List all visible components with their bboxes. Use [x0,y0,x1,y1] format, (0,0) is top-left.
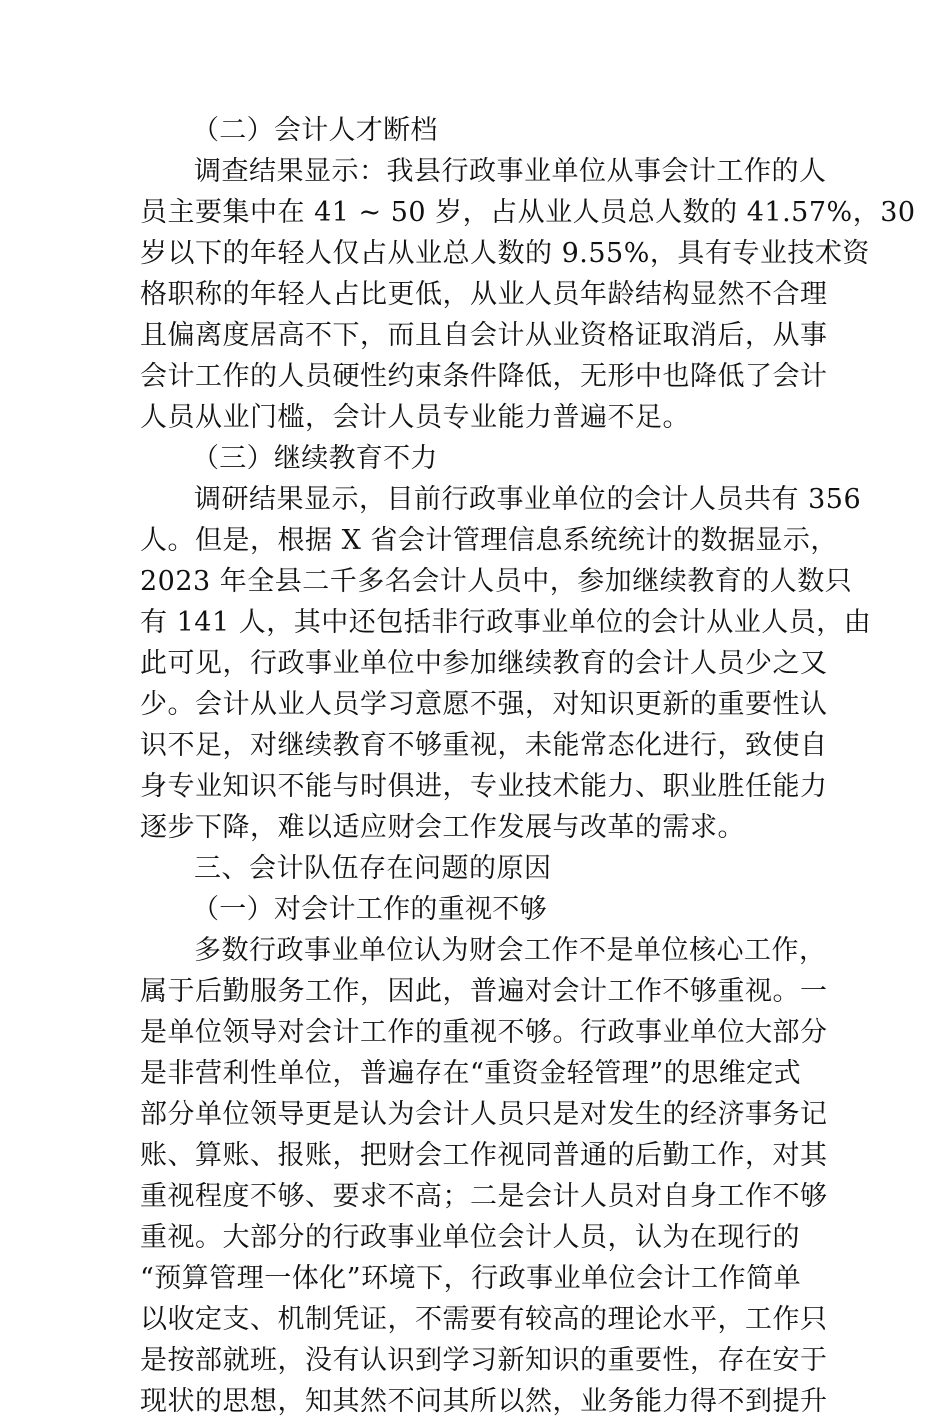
paragraph-line: 有 141 人，其中还包括非行政事业单位的会计从业人员，由 [140,607,872,638]
paragraph-line: 是单位领导对会计工作的重视不够。行政事业单位大部分 [140,1017,828,1048]
paragraph-first-line: 调研结果显示，目前行政事业单位的会计人员共有 356 [194,484,862,515]
paragraph-line: 员主要集中在 41 ~ 50 岁，占从业人员总人数的 41.57%，30 [140,197,916,228]
paragraph-line: 是非营利性单位，普遍存在“重资金轻管理”的思维定式 [140,1058,802,1089]
paragraph-line: 人员从业门槛，会计人员专业能力普遍不足。 [140,402,690,433]
paragraph-line: 部分单位领导更是认为会计人员只是对发生的经济事务记 [140,1099,828,1130]
paragraph-line: 重视程度不够、要求不高；二是会计人员对自身工作不够 [140,1181,828,1212]
subsection-heading: （一）对会计工作的重视不够 [192,894,547,925]
paragraph-line: 以收定支、机制凭证，不需要有较高的理论水平，工作只 [140,1304,828,1335]
paragraph-line: 人。但是，根据 X 省会计管理信息系统统计的数据显示， [140,525,838,556]
paragraph-line: 账、算账、报账，把财会工作视同普通的后勤工作，对其 [140,1140,828,1171]
paragraph-line: 2023 年全县二千多名会计人员中，参加继续教育的人数只 [140,566,853,597]
paragraph-line: 格职称的年轻人占比更低，从业人员年龄结构显然不合理 [140,279,828,310]
paragraph-line: 属于后勤服务工作，因此，普遍对会计工作不够重视。一 [140,976,828,1007]
section-heading: 三、会计队伍存在问题的原因 [194,853,552,884]
paragraph-line: 逐步下降，难以适应财会工作发展与改革的需求。 [140,812,745,843]
paragraph-line: 重视。大部分的行政事业单位会计人员，认为在现行的 [140,1222,800,1253]
paragraph-line: 是按部就班，没有认识到学习新知识的重要性，存在安于 [140,1345,828,1376]
paragraph-line: “预算管理一体化”环境下，行政事业单位会计工作简单 [140,1263,802,1294]
paragraph-line: 此可见，行政事业单位中参加继续教育的会计人员少之又 [140,648,828,679]
paragraph-line: 且偏离度居高不下，而且自会计从业资格证取消后，从事 [140,320,828,351]
document-body [140,110,916,1422]
paragraph-line: 识不足，对继续教育不够重视，未能常态化进行，致使自 [140,730,828,761]
paragraph-line: 身专业知识不能与时俱进，专业技术能力、职业胜任能力 [140,771,828,802]
subsection-heading: （三）继续教育不力 [192,443,438,474]
paragraph-line: 少。会计从业人员学习意愿不强，对知识更新的重要性认 [140,689,828,720]
subsection-heading: （二）会计人才断档 [192,115,438,146]
paragraph-first-line: 多数行政事业单位认为财会工作不是单位核心工作， [194,935,827,966]
paragraph-line: 岁以下的年轻人仅占从业总人数的 9.55%，具有专业技术资 [140,238,870,269]
paragraph-line: 会计工作的人员硬性约束条件降低，无形中也降低了会计 [140,361,828,392]
paragraph-first-line: 调查结果显示：我县行政事业单位从事会计工作的人 [194,156,827,187]
paragraph-line: 现状的思想，知其然不问其所以然，业务能力得不到提升 [140,1386,828,1417]
